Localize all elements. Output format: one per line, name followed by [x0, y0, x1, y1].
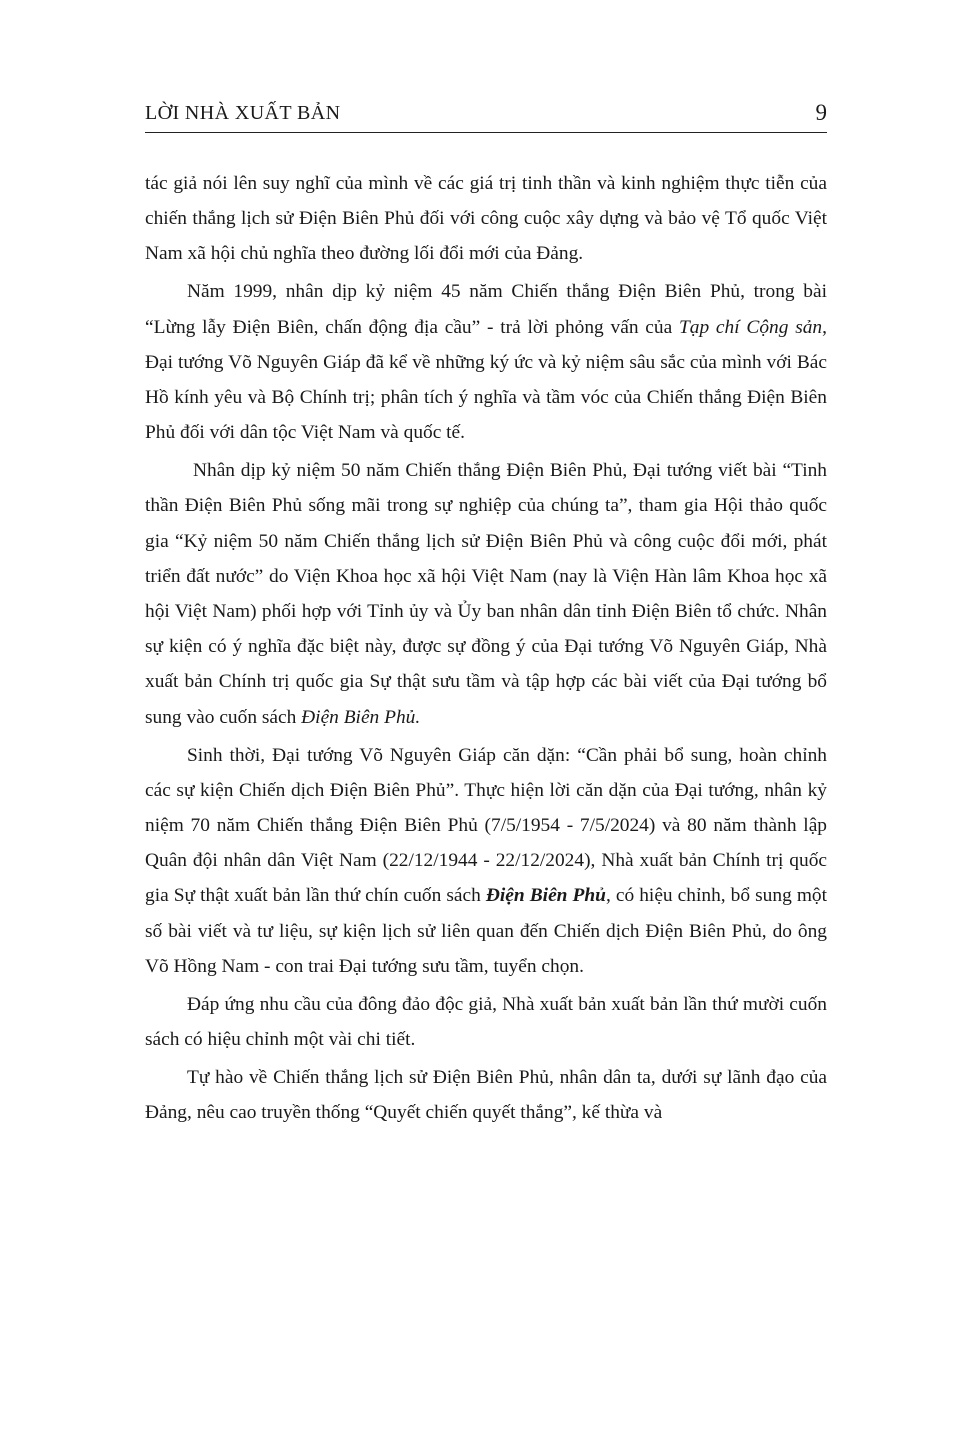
body-text [145, 166, 827, 1133]
paragraph-3 [145, 453, 827, 735]
page-number: 9 [815, 100, 827, 125]
paragraph-4 [145, 738, 827, 984]
paragraph-4-bold-italic: Điện Biên Phủ [485, 885, 606, 907]
paragraph-2-text-a: Năm 1999, nhân dịp kỷ niệm 45 năm Chiến thắng Điện Biên Phủ, trong bài “Lừng lẫy Điện Biên, chấn động địa cầu” - trả lời phỏng vấn của [145, 281, 827, 338]
paragraph-2-text-b: , Đại tướng Võ Nguyên Giáp đã kể về những ký ức và kỷ niệm sâu sắc của mình với Bác Hồ kính yêu và Bộ Chính trị; phân tích ý nghĩa và tầm vóc của Chiến thắng Điện Biên Phủ đối với dân tộc Việt Nam và quốc tế. [145, 316, 827, 444]
paragraph-3-italic: Điện Biên Phủ. [301, 706, 421, 728]
paragraph-6 [145, 1060, 827, 1130]
paragraph-5 [145, 987, 827, 1057]
paragraph-5-text: Đáp ứng nhu cầu của đông đảo độc giả, Nhà xuất bản xuất bản lần thứ mười cuốn sách có hiệu chỉnh một vài chi tiết. [145, 993, 827, 1051]
paragraph-4-text-b: , có hiệu chỉnh, bổ sung một số bài viết và tư liệu, sự kiện lịch sử liên quan đến Chiến dịch Điện Biên Phủ, do ông Võ Hồng Nam - con trai Đại tướng sưu tầm, tuyển chọn. [145, 885, 827, 977]
paragraph-3-text-a: Nhân dịp kỷ niệm 50 năm Chiến thắng Điện Biên Phủ, Đại tướng viết bài “Tinh thần Điện Biên Phủ sống mãi trong sự nghiệp của chúng ta”, tham gia Hội thảo quốc gia “Kỷ niệm 50 năm Chiến thắng lịch sử Điện Biên Phủ và công cuộc đổi mới, phát triển đất nước” do Viện Khoa học xã hội Việt Nam (nay là Viện Hàn lâm Khoa học xã hội Việt Nam) phối hợp với Tỉnh ủy và Ủy ban nhân dân tỉnh Điện Biên tổ chức. Nhân sự kiện có ý nghĩa đặc biệt này, được sự đồng ý của Đại tướng Võ Nguyên Giáp, Nhà xuất bản Chính trị quốc gia Sự thật sưu tầm và tập hợp các bài viết của Đại tướng bổ sung vào cuốn sách [145, 460, 827, 728]
paragraph-1-text: tác giả nói lên suy nghĩ của mình về các giá trị tinh thần và kinh nghiệm thực tiễn của chiến thắng lịch sử Điện Biên Phủ đối với công cuộc xây dựng và bảo vệ Tổ quốc Việt Nam xã hội chủ nghĩa theo đường lối đổi mới của Đảng. [145, 173, 827, 265]
paragraph-2 [145, 274, 827, 450]
paragraph-4-text-a: Sinh thời, Đại tướng Võ Nguyên Giáp căn dặn: “Cần phải bổ sung, hoàn chỉnh các sự kiện Chiến dịch Điện Biên Phủ”. Thực hiện lời căn dặn của Đại tướng, nhân kỷ niệm 70 năm Chiến thắng Điện Biên Phủ (7/5/1954 - 7/5/2024) và 80 năm thành lập Quân đội nhân dân Việt Nam (22/12/1944 - 22/12/2024), Nhà xuất bản Chính trị quốc gia Sự thật xuất bản lần thứ chín cuốn sách [145, 744, 827, 907]
chapter-title: LỜI NHÀ XUẤT BẢN [145, 102, 341, 124]
paragraph-1 [145, 166, 827, 272]
paragraph-2-italic: Tạp chí Cộng sản [678, 316, 823, 338]
running-header [145, 100, 827, 133]
paragraph-6-text: Tự hào về Chiến thắng lịch sử Điện Biên Phủ, nhân dân ta, dưới sự lãnh đạo của Đảng, nêu cao truyền thống “Quyết chiến quyết thắng”, kế thừa và [145, 1067, 827, 1124]
